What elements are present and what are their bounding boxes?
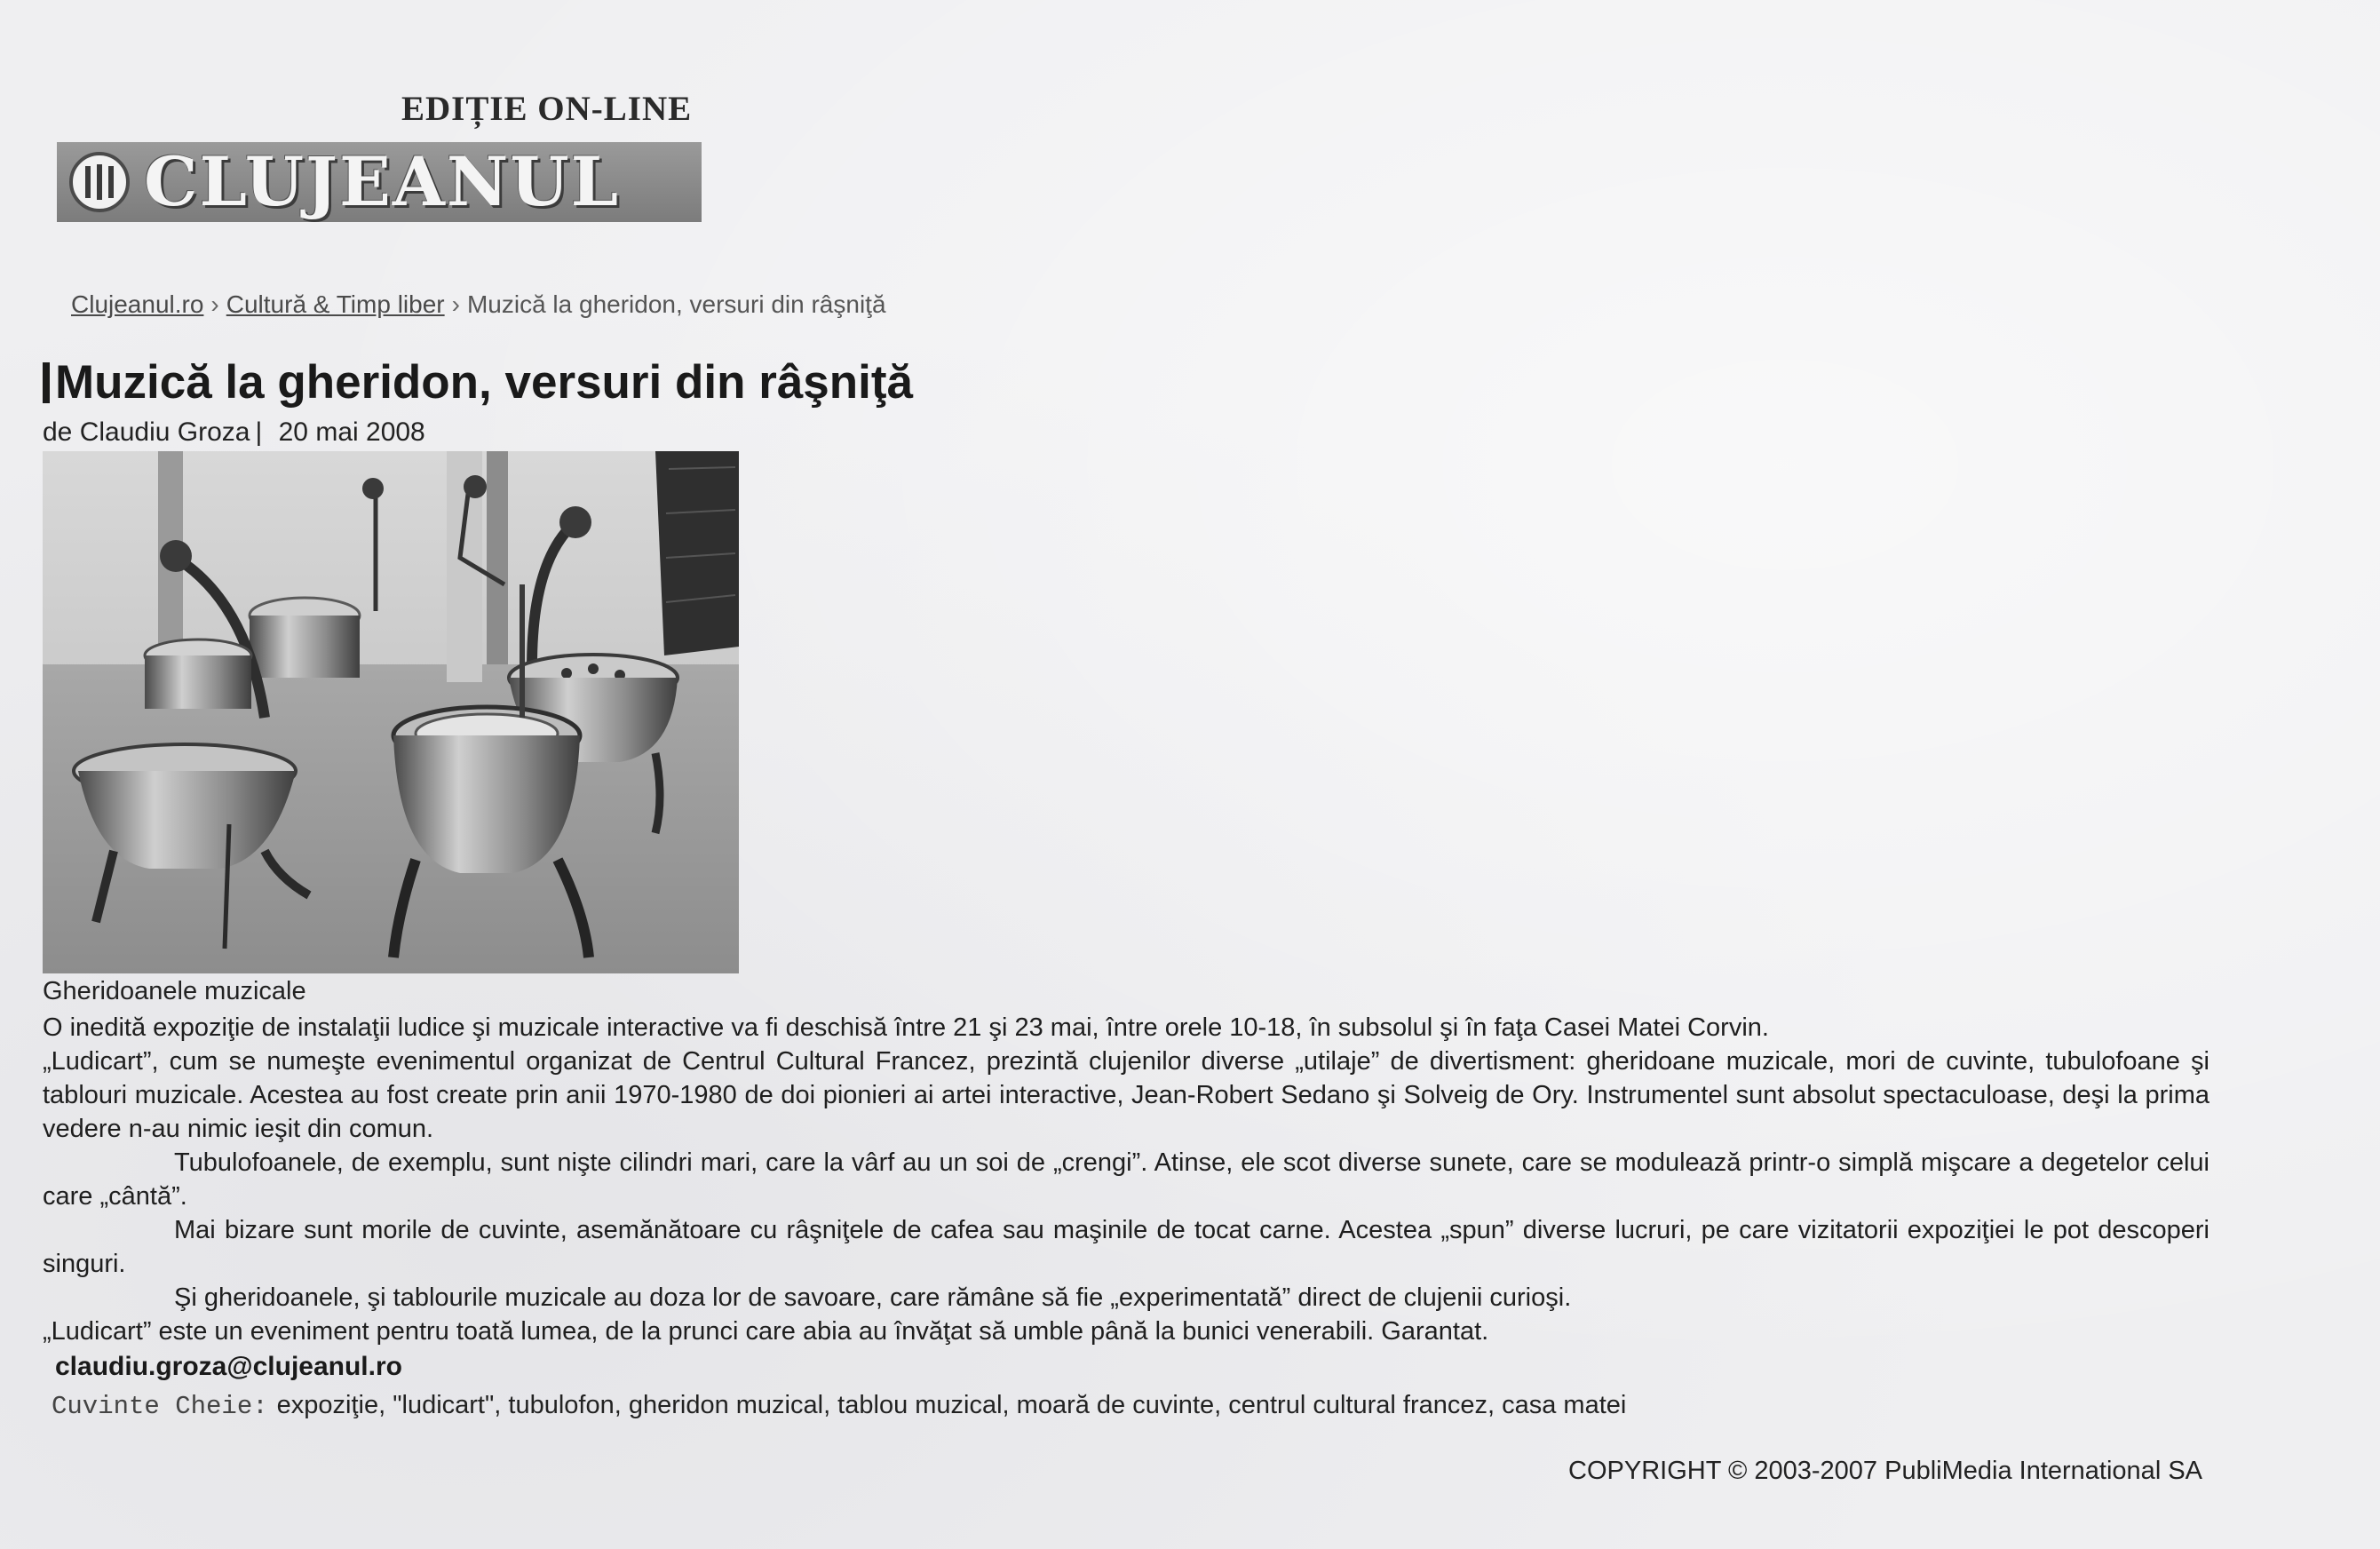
publish-date: 20 mai 2008 — [278, 417, 425, 447]
article-title-text: Muzică la gheridon, versuri din râşniţă — [55, 356, 914, 409]
logo-emblem-icon — [69, 152, 130, 212]
breadcrumb-link-section[interactable]: Cultură & Timp liber — [226, 290, 445, 318]
edition-label: EDIȚIE ON-LINE — [401, 90, 693, 128]
article-paragraph: Şi gheridoanele, şi tablourile muzicale au doza lor de savoare, care rămâne să fie „experimentată” direct de clujenii curioşi. — [174, 1283, 1572, 1312]
breadcrumb — [71, 290, 886, 319]
article-paragraph: O inedită expoziţie de instalaţii ludice şi muzicale interactive va fi deschisă între 21 şi 23 mai, între orele 10-18, în subsolul şi în faţa Casei Matei Corvin. — [43, 1013, 1769, 1042]
article-paragraph: Tubulofoanele, de exemplu, sunt nişte cilindri mari, care la vârf au un soi de „crengi”. Atinse, ele scot diverse sunete, care se modulează printr-o simplă mişcare a degetelor celui care „cântă”. — [43, 1148, 2209, 1211]
brand-name: CLUJEANUL — [144, 142, 621, 221]
title-marker-icon — [43, 362, 50, 403]
byline-prefix: de — [43, 417, 73, 447]
copyright-notice: COPYRIGHT © 2003-2007 PubliMedia International SA — [1568, 1457, 2202, 1485]
breadcrumb-separator: › — [210, 290, 219, 318]
article-paragraph: „Ludicart”, cum se numeşte evenimentul organizat de Centrul Cultural Francez, prezintă clujenilor diverse „utilaje” de divertisment: gheridoane muzicale, mori de cuvinte, tubulofoane şi tablouri muzicale. Acestea au fost create prin anii 1970-1980 de doi pionieri ai artei interactive, Jean-Robert Sedano şi Solveig de Ory. Instrumentel sunt absolut spectaculoase, deşi la prima vedere n-au nimic ieşit din comun. — [43, 1047, 2209, 1143]
article-title — [43, 355, 913, 409]
masthead-logo[interactable] — [57, 142, 702, 222]
author-name[interactable]: Claudiu Groza — [79, 417, 250, 447]
article-paragraph: „Ludicart” este un eveniment pentru toată lumea, de la prunci care abia au învăţat să umble până la bunici venerabili. Garantat. — [43, 1317, 1489, 1346]
breadcrumb-current: Muzică la gheridon, versuri din râşniţă — [466, 290, 886, 318]
byline — [43, 417, 425, 448]
author-email-link[interactable]: claudiu.groza@clujeanul.ro — [55, 1352, 402, 1381]
article-paragraph: Mai bizare sunt morile de cuvinte, asemănătoare cu râşniţele de cafea sau maşinile de tocat carne. Acestea „spun” diverse lucruri, pe care vizitatorii expoziţiei le pot descoperi singuri. — [43, 1216, 2209, 1278]
keywords-list[interactable]: expoziţie, "ludicart", tubulofon, gheridon muzical, tablou muzical, moară de cuvinte, centrul cultural francez, casa matei — [276, 1391, 1627, 1419]
breadcrumb-link-home[interactable]: Clujeanul.ro — [71, 290, 204, 318]
keywords-line — [52, 1391, 1626, 1421]
byline-separator: | — [255, 417, 263, 447]
article-photo — [43, 451, 739, 973]
article-body — [43, 1011, 2209, 1348]
breadcrumb-separator: › — [451, 290, 460, 318]
keywords-label: Cuvinte Cheie: — [52, 1392, 268, 1421]
photo-caption: Gheridoanele muzicale — [43, 977, 306, 1005]
